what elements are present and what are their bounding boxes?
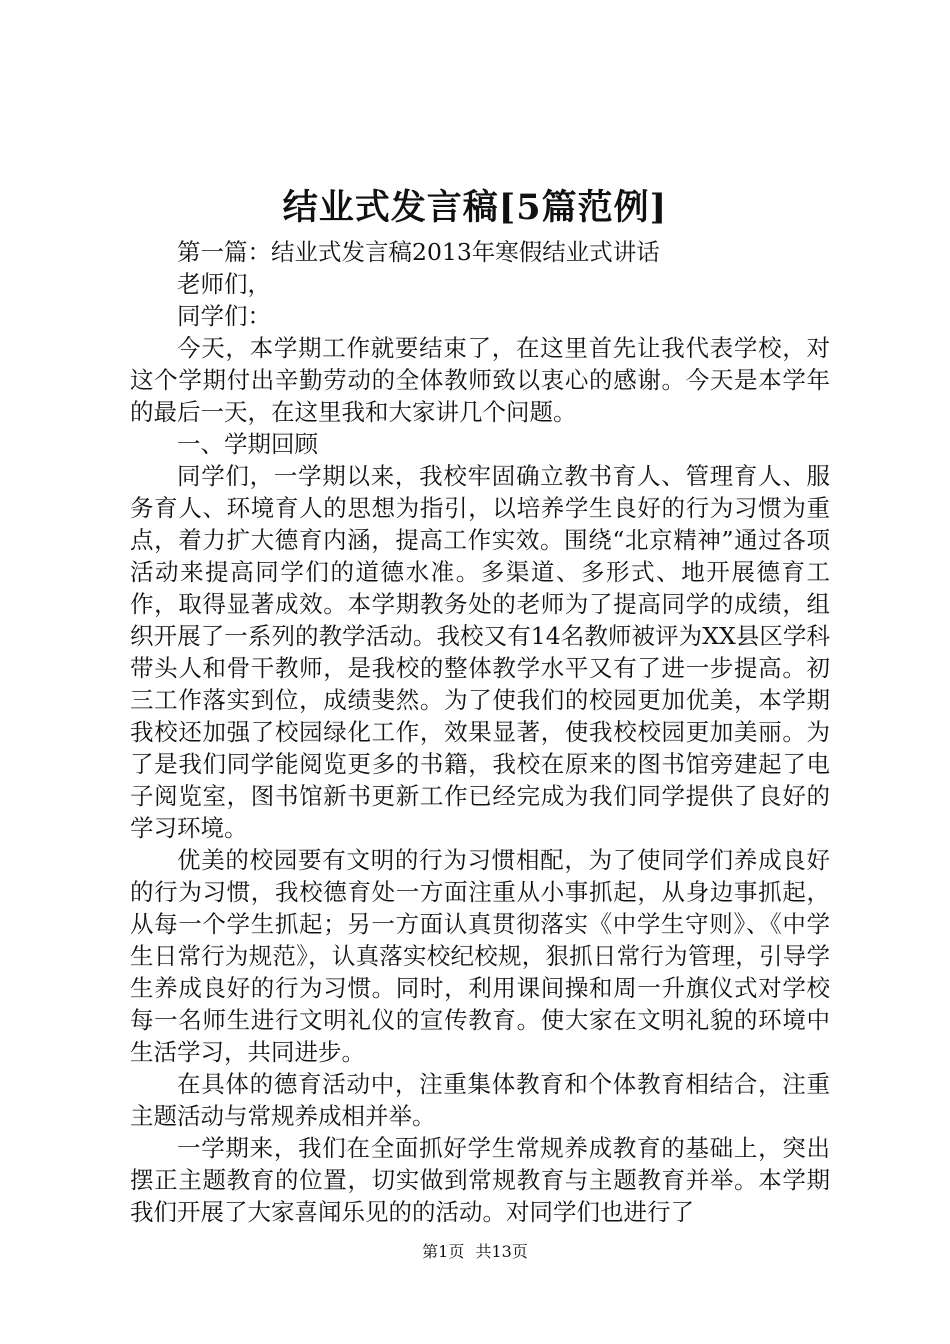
salutation-teachers: 老师们， xyxy=(177,270,271,298)
subsection-heading: 一、学期回顾 xyxy=(177,430,318,458)
salutation-students: 同学们： xyxy=(177,302,271,330)
section-heading: 第一篇：结业式发言稿2013年寒假结业式讲话 xyxy=(177,238,660,266)
paragraph: 同学们，一学期以来，我校牢固确立教书育人、管理育人、服务育人、环境育人的思想为指引，以培养学生良好的行为习惯为重点，着力扩大德育内涵，提高工作实效。围绕“北京精神”通过各项活动来提高同学们的道德水准。多渠道、多形式、地开展德育工作，取得显著成效。本学期教务处的老师为了提高同学的成绩，组织开展了一系列的教学活动。我校又有14名教师被评为XX县区学科带头人和骨干教师，是我校的整体教学水平又有了进一步提高。初三工作落实到位，成绩斐然。为了使我们的校园更加优美，本学期我校还加强了校园绿化工作，效果显著，使我校校园更加美丽。为了是我们同学能阅览更多的书籍，我校在原来的图书馆旁建起了电子阅览室，图书馆新书更新工作已经完成为我们同学提供了良好的学习环境。 xyxy=(130,462,830,842)
total-pages: 共13页 xyxy=(475,1242,528,1261)
paragraph: 一学期来，我们在全面抓好学生常规养成教育的基础上，突出摆正主题教育的位置，切实做到常规教育与主题教育并举。本学期我们开展了大家喜闻乐见的的活动。对同学们也进行了 xyxy=(130,1134,830,1226)
paragraph: 在具体的德育活动中，注重集体教育和个体教育相结合，注重主题活动与常规养成相并举。 xyxy=(130,1070,830,1130)
document-body xyxy=(130,236,830,1228)
page-title: 结业式发言稿[5篇范例] xyxy=(282,187,668,228)
page-footer xyxy=(0,1240,950,1264)
paragraph: 今天，本学期工作就要结束了，在这里首先让我代表学校，对这个学期付出辛勤劳动的全体教师致以衷心的感谢。今天是本学年的最后一天，在这里我和大家讲几个问题。 xyxy=(130,334,830,426)
paragraph: 优美的校园要有文明的行为习惯相配，为了使同学们养成良好的行为习惯，我校德育处一方面注重从小事抓起，从身边事抓起，从每一个学生抓起；另一方面认真贯彻落实《中学生守则》、《中学生日常行为规范》，认真落实校纪校规，狠抓日常行为管理，引导学生养成良好的行为习惯。同时，利用课间操和周一升旗仪式对学校每一名师生进行文明礼仪的宣传教育。使大家在文明礼貌的环境中生活学习，共同进步。 xyxy=(130,846,830,1066)
page-number: 第1页 xyxy=(422,1242,465,1261)
